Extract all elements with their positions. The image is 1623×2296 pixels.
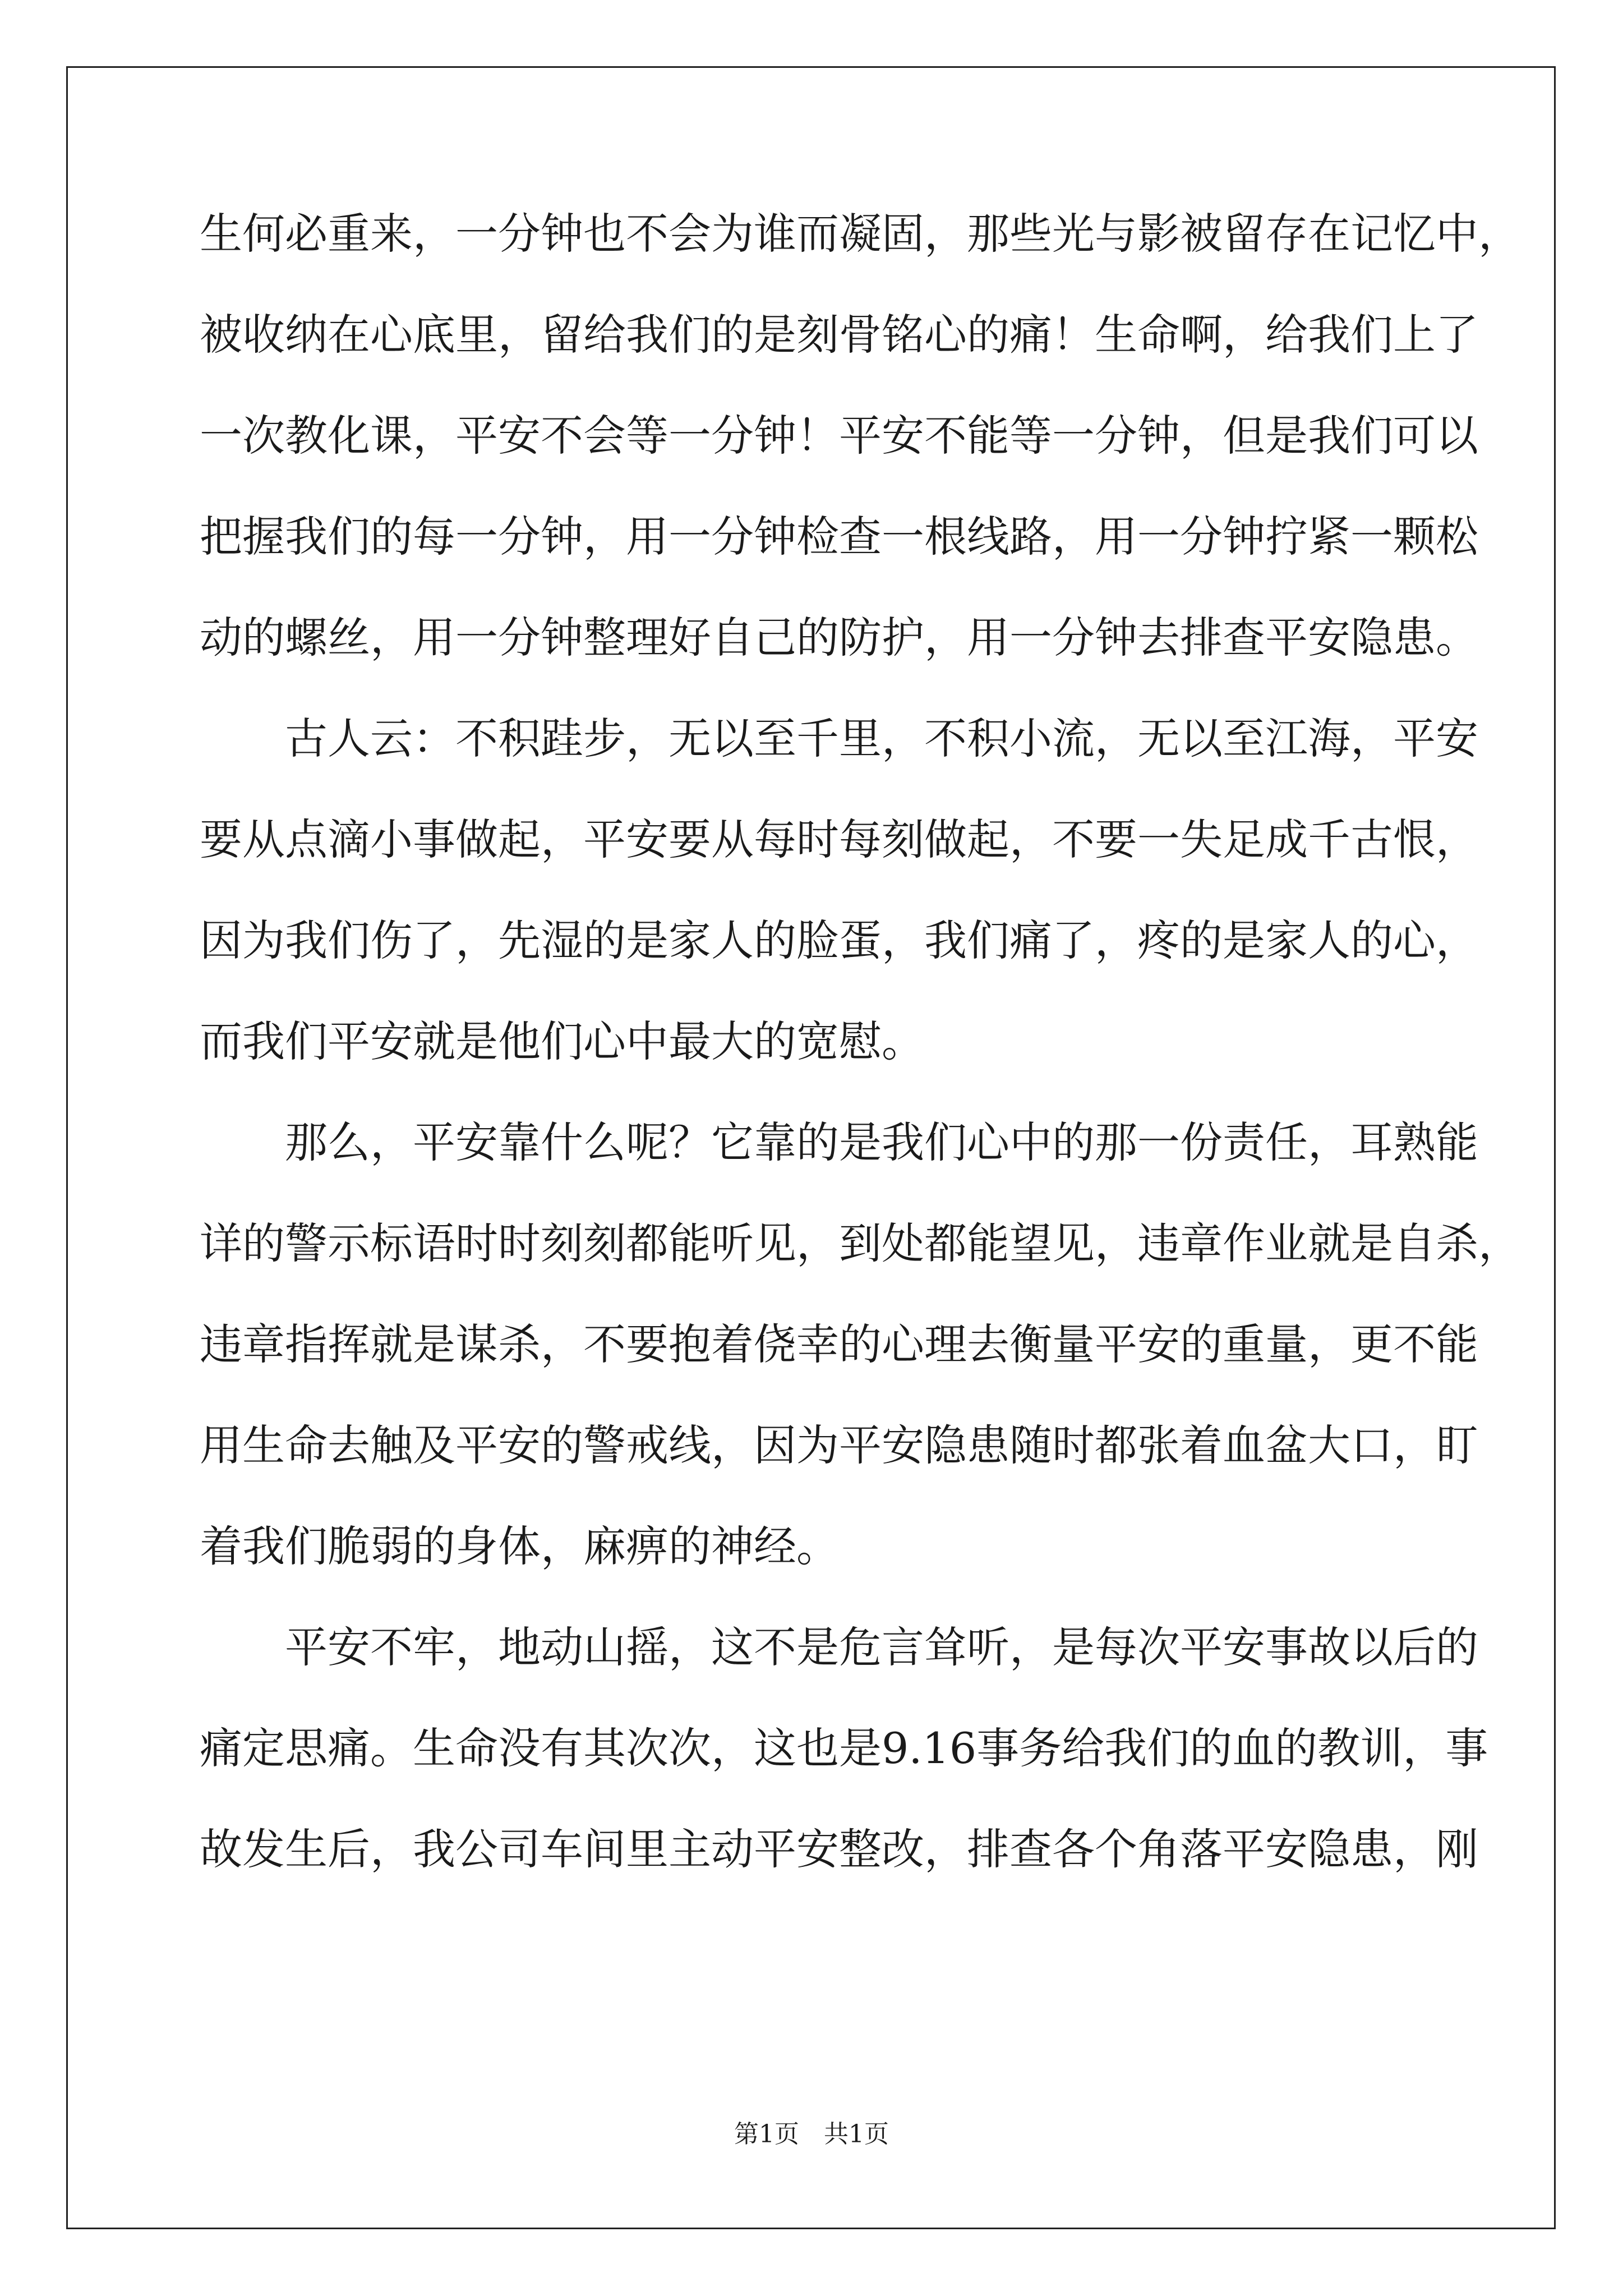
text-line: 着我们脆弱的身体，麻痹的神经。 bbox=[200, 1521, 839, 1571]
text-line: 被收纳在心底里，留给我们的是刻骨铭心的痛！生命啊，给我们上了 bbox=[200, 310, 1478, 360]
text-line: 一次教化课，平安不会等一分钟！平安不能等一分钟，但是我们可以 bbox=[200, 411, 1478, 461]
text-line: 把握我们的每一分钟，用一分钟检查一根线路，用一分钟拧紧一颗松 bbox=[200, 512, 1478, 562]
text-line: 而我们平安就是他们心中最大的宽慰。 bbox=[200, 1016, 924, 1066]
page-footer: 第1页 共1页 bbox=[734, 2120, 889, 2148]
text-line: 古人云：不积跬步，无以至千里，不积小流，无以至江海，平安 bbox=[200, 714, 1478, 763]
text-line: 动的螺丝，用一分钟整理好自己的防护，用一分钟去排查平安隐患。 bbox=[200, 613, 1478, 662]
text-line: 生何必重来，一分钟也不会为谁而凝固，那些光与影被留存在记忆中， bbox=[200, 209, 1521, 259]
text-line: 违章指挥就是谋杀，不要抱着侥幸的心理去衡量平安的重量，更不能 bbox=[200, 1319, 1478, 1369]
document-body bbox=[200, 209, 1521, 1925]
text-line: 因为我们伤了，先湿的是家人的脸蛋，我们痛了，疼的是家人的心， bbox=[200, 915, 1478, 965]
text-line: 故发生后，我公司车间里主动平安整改，排查各个角落平安隐患，刚 bbox=[200, 1824, 1478, 1874]
text-line: 详的警示标语时时刻刻都能听见，到处都能望见，违章作业就是自杀， bbox=[200, 1218, 1521, 1268]
text-line: 要从点滴小事做起，平安要从每时每刻做起，不要一失足成千古恨， bbox=[200, 815, 1478, 864]
text-line: 痛定思痛。生命没有其次次，这也是9.16事务给我们的血的教训，事 bbox=[200, 1723, 1488, 1773]
text-line: 那么，平安靠什么呢？它靠的是我们心中的那一份责任，耳熟能 bbox=[200, 1117, 1478, 1167]
text-line: 用生命去触及平安的警戒线，因为平安隐患随时都张着血盆大口，盯 bbox=[200, 1420, 1478, 1470]
text-line: 平安不牢，地动山摇，这不是危言耸听，是每次平安事故以后的 bbox=[200, 1622, 1478, 1672]
